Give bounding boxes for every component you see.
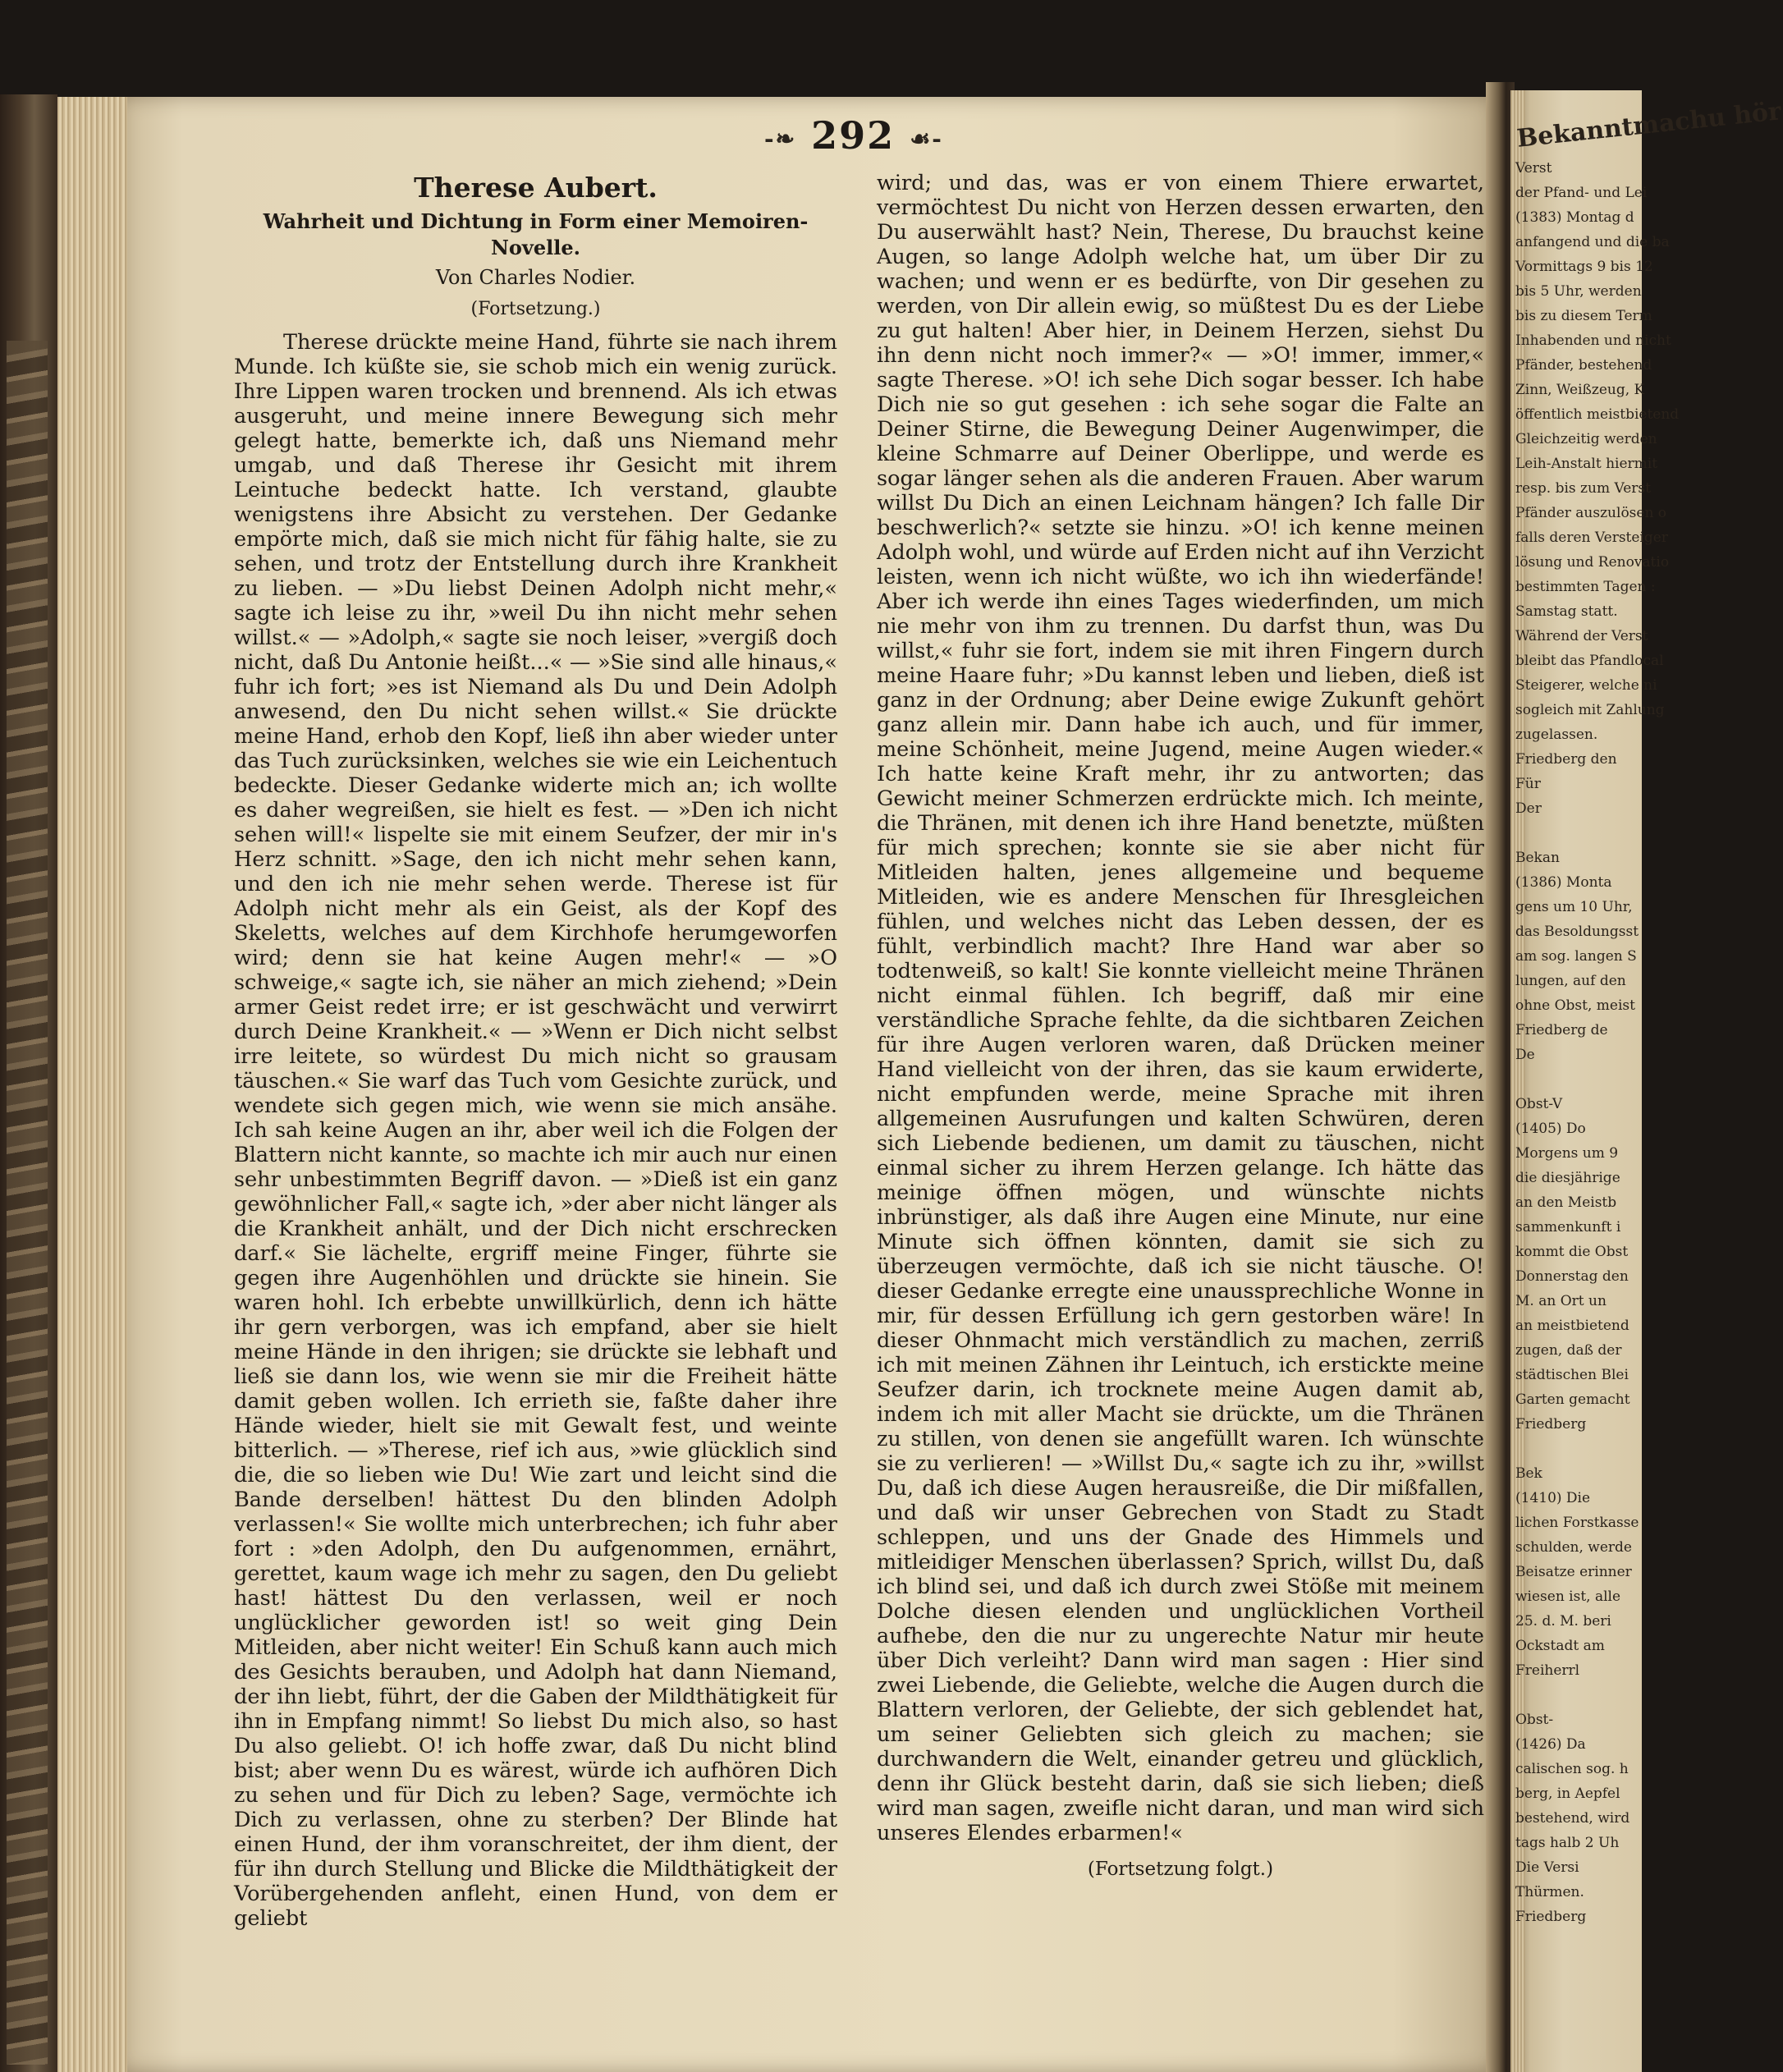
right-column (877, 171, 1484, 1882)
facing-page-line: öffentlich meistbietend (1515, 406, 1680, 423)
facing-page-line: falls deren Versteiger (1515, 529, 1668, 546)
facing-page-line: (1410) Die (1515, 1490, 1591, 1506)
article-subtitle: Wahrheit und Dichtung in Form einer Memoiren-Novelle. (263, 209, 809, 259)
facing-page-line: Verst (1515, 160, 1552, 176)
facing-page-line: Thürmen. (1515, 1884, 1584, 1900)
facing-page-text (1515, 97, 1783, 1929)
facing-page-line: sogleich mit Zahlung (1515, 702, 1665, 718)
facing-page-line: Pfänder auszulösen o (1515, 505, 1667, 521)
facing-page-line: Leih-Anstalt hiermit (1515, 456, 1658, 472)
facing-page-line: Für (1515, 776, 1541, 792)
facing-page-line: die diesjährige (1515, 1170, 1620, 1186)
facing-page-line: wiesen ist, alle (1515, 1588, 1621, 1605)
facing-page-line: Zinn, Weißzeug, K (1515, 382, 1645, 398)
continuation-note: (Fortsetzung.) (470, 299, 601, 319)
facing-page-line: tags halb 2 Uh (1515, 1835, 1620, 1851)
facing-page-line: De (1515, 1047, 1535, 1063)
left-column-text: Therese drückte meine Hand, führte sie nach ihrem Munde. Ich küßte sie, sie schob mich ein wenig zurück. Ihre Lippen waren trocken und brennend. Als ich etwas ausgeruht, und meine innere Bewegung sich mehr gelegt hatte, bemerkte ich, daß uns Niemand mehr umgab, und daß Therese ihr Gesicht mit ihrem Leintuche bedeckt hatte. Ich verstand, glaubte wenigstens ihre Absicht zu verstehen. Der Gedanke empörte mich, daß sie mich nicht für fähig halte, sie zu sehen, und trotz der Entstellung durch ihre Krankheit zu lieben. — »Du liebst Deinen Adolph nicht mehr,« sagte ich leise zu ihr, »weil Du ihn nicht mehr sehen willst.« — »Adolph,« sagte sie noch leiser, »vergiß doch nicht, daß Du Antonie heißt...« — »Sie sind alle hinaus,« fuhr ich fort; »es ist Niemand als Du und Dein Adolph anwesend, den Du nicht sehen willst.« Sie drückte meine Hand, erhob den Kopf, ließ ihn aber wieder unter das Tuch zurücksinken, welches sie wie ein Leichentuch bedeckte. Dieser Gedanke widerte mich an; ich wollte es daher wegreißen, sie hielt es fest. — »Den ich nicht sehen will!« lispelte sie mit einem Seufzer, der mir in's Herz schnitt. »Sage, den ich nicht mehr sehen kann, und den ich nie mehr sehen werde. Therese ist für Adolph nicht mehr als ein Geist, als der Kopf des Skeletts, welches auf dem Kirchhofe herumgeworfen wird; denn sie hat keine Augen mehr!« — »O schweige,« sagte ich, sie näher an mich ziehend; »Dein armer Geist redet irre; er ist geschwächt und verwirrt durch Deine Krankheit.« — »Wenn er Dich nicht selbst irre leitete, so würdest Du mich nicht so grausam täuschen.« Sie warf das Tuch vom Gesichte zurück, und wendete sich gegen mich, wie wenn sie mich ansähe. Ich sah keine Augen an ihr, aber weil ich die Folgen der Blattern nicht kannte, so machte ich mir auch nur einen sehr unbestimmten Begriff davon. — »Dieß ist ein ganz gewöhnlicher Fall,« sagte ich, »der aber nicht länger als die Krankheit anhält, und der Dich nicht erschrecken darf.« Sie lächelte, ergriff meine Finger, führte sie gegen ihre Augenhöhlen und drückte sie hinein. Sie waren hohl. Ich erbebte unwillkürlich, denn ich hätte ihr gern verborgen, was ich empfand, aber sie hielt meine Hände in den ihrigen; sie drückte sie lebhaft und ließ sie dann los, wie wenn sie mir die Freiheit hätte damit geben wollen. Ich errieth sie, faßte daher ihre Hände wieder, hielt sie mit Gewalt fest, und weinte bitterlich. — »Therese, rief ich aus, »wie glücklich sind die, die so lieben wie Du! Wie zart und leicht sind die Bande derselben! hättest Du den blinden Adolph verlassen!« Sie wollte mich unterbrechen; ich fuhr aber fort : »den Adolph, den Du aufgenommen, ernährt, gerettet, kaum wage ich mehr zu sagen, den Du geliebt hast! hättest Du den verlassen, weil er noch unglücklicher geworden ist! so weit ging Dein Mitleiden, aber nicht weiter! Ein Schuß kann auch mich des Gesichts berauben, und Adolph hat dann Niemand, der ihn liebt, führt, der die Gaben der Mildthätigkeit für ihn in Empfang nimmt! So liebst Du mich also, so hast Du also geliebt. O! ich hoffe zwar, daß Du nicht blind bist; aber wenn Du es wärest, würde ich aufhören Dich zu sehen und für Dich zu leben? Sage, vermöchte ich Dich zu verlassen, ohne zu sterben? Der Blinde hat einen Hund, der ihm voranschreitet, der ihm dient, der für ihn durch Stellung und Blicke die Mildthätigkeit der Vorübergehenden anfleht, einen Hund, von dem er geliebt (234, 330, 837, 1931)
facing-page-line (1515, 1683, 1642, 1708)
facing-page-line: am sog. langen S (1515, 948, 1637, 965)
facing-page-line: Beisatze erinner (1515, 1564, 1632, 1580)
facing-page-line: Friedberg (1515, 1909, 1587, 1925)
facing-page-line: Steigerer, welche ni (1515, 677, 1657, 694)
facing-page-line: städtischen Blei (1515, 1367, 1629, 1383)
facing-page-line: das Besoldungsst (1515, 924, 1639, 940)
facing-page-line: Ockstadt am (1515, 1638, 1605, 1654)
facing-page-line: anfangend und die ba (1515, 234, 1670, 250)
facing-page-line: (1386) Monta (1515, 874, 1612, 891)
article-title: Therese Aubert. (414, 172, 658, 204)
facing-page-line: Vormittags 9 bis 12 (1515, 259, 1653, 275)
facing-page-line (1515, 821, 1642, 846)
page-number: 292 (811, 113, 896, 158)
facing-page-line: Bek (1515, 1465, 1542, 1482)
end-note: (Fortsetzung folgt.) (1087, 1859, 1274, 1880)
facing-page-line: zugen, daß der (1515, 1342, 1622, 1359)
facing-page-line: sammenkunft i (1515, 1219, 1621, 1235)
facing-page-line: (1426) Da (1515, 1736, 1586, 1753)
facing-page-line: an den Meistb (1515, 1194, 1617, 1211)
book-cover-edge (0, 94, 57, 2072)
article-byline: Von Charles Nodier. (435, 266, 636, 289)
page-header (739, 113, 969, 163)
facing-page-line: kommt die Obst (1515, 1244, 1629, 1260)
facing-page-line: (1405) Do (1515, 1121, 1586, 1137)
facing-page-line: lungen, auf den (1515, 973, 1626, 989)
facing-page-line: Freiherrl (1515, 1662, 1580, 1679)
facing-page-line: Bekan (1515, 850, 1560, 866)
page-stack-edges (57, 97, 135, 2072)
facing-page-line: der Pfand- und Lei (1515, 185, 1648, 201)
facing-page-line: gens um 10 Uhr, (1515, 899, 1633, 915)
facing-page-line: Obst-V (1515, 1096, 1563, 1112)
facing-page-line: Inhabenden und nicht (1515, 332, 1671, 349)
facing-page-line: resp. bis zum Verst (1515, 480, 1651, 497)
facing-page-line: bleibt das Pfandlocal (1515, 653, 1664, 669)
facing-page-line: Pfänder, bestehend (1515, 357, 1652, 374)
facing-page-line: Die Versi (1515, 1859, 1579, 1876)
facing-page-line: zugelassen. (1515, 727, 1598, 743)
facing-page-line (1515, 1067, 1642, 1092)
facing-page-line: Samstag statt. (1515, 603, 1618, 620)
facing-page-line (1515, 1437, 1642, 1461)
facing-page-line: Der (1515, 800, 1542, 817)
facing-page-line: 25. d. M. beri (1515, 1613, 1611, 1630)
facing-page-line: Donnerstag den (1515, 1268, 1629, 1285)
left-column (234, 171, 837, 1931)
facing-page-line: an meistbietend (1515, 1318, 1629, 1334)
facing-page-line: Morgens um 9 (1515, 1145, 1619, 1162)
facing-page-lines (1515, 156, 1680, 1929)
facing-page-line: M. an Ort un (1515, 1293, 1607, 1309)
facing-page-line: Friedberg den (1515, 751, 1617, 768)
facing-page-line: bis 5 Uhr, werden (1515, 283, 1642, 300)
facing-page-line: Friedberg (1515, 1416, 1587, 1433)
ornament-left-icon: -❧ (764, 125, 797, 153)
facing-page-line: bis zu diesem Term (1515, 308, 1652, 324)
facing-page-line: Obst- (1515, 1712, 1554, 1728)
facing-page-line: bestimmten Tagen : (1515, 579, 1656, 595)
facing-page-line: Gleichzeitig werden (1515, 431, 1657, 447)
facing-page-line: ohne Obst, meist (1515, 997, 1635, 1014)
facing-page-line: lichen Forstkasse (1515, 1515, 1639, 1531)
facing-page-line: Während der Verst (1515, 628, 1648, 644)
facing-page-line: schulden, werde (1515, 1539, 1632, 1556)
facing-page-line: Friedberg de (1515, 1022, 1608, 1038)
ornament-right-icon: ☙- (910, 125, 943, 153)
facing-page-line: bestehend, wird (1515, 1810, 1630, 1827)
marbled-edge (7, 341, 48, 2065)
facing-page-line: Garten gemacht (1515, 1391, 1630, 1408)
facing-page-line: berg, in Aepfel (1515, 1785, 1620, 1802)
facing-page-line: lösung und Renovatio (1515, 554, 1670, 571)
right-column-text: wird; und das, was er von einem Thiere erwartet, vermöchtest Du nicht von Herzen dessen erwarten, den Du auserwählt hast? Nein, Therese, Du brauchst keine Augen, so lange Adolph welche hat, um über Dir zu wachen; und wenn er es bedürfte, von Dir gesehen zu werden, von Dir allein ewig, so müßtest Du es der Liebe zu gut halten! Aber hier, in Deinem Herzen, siehst Du ihn denn nicht noch immer?« — »O! immer, immer,« sagte Therese. »O! ich sehe Dich sogar besser. Ich habe Dich nie so gut gesehen : ich sehe sogar die Falte an Deiner Stirne, die Bewegung Deiner Augenwimper, die kleine Schmarre auf Deiner Oberlippe, und werde es sogar länger sehen als die anderen Frauen. Aber warum willst Du Dich an einen Leichnam hängen? Ich falle Dir beschwerlich?« setzte sie hinzu. »O! ich kenne meinen Adolph wohl, und würde auf Erden nicht auf ihn Verzicht leisten, wenn ich nicht wüßte, wo ich ihn wiederfände! Aber ich werde ihn eines Tages wiederfinden, um mich nie mehr von ihm zu trennen. Du darfst thun, was Du willst,« fuhr sie fort, indem sie mit ihren Fingern durch meine Haare fuhr; »Du kannst leben und lieben, dieß ist ganz in der Ordnung; aber Deine ewige Zukunft gehört ganz allein mir. Dann habe ich auch, und für immer, meine Schönheit, meine Jugend, meine Augen wieder.« Ich hatte keine Kraft mehr, ihr zu antworten; das Gewicht meiner Schmerzen erdrückte mich. Ich meinte, die Thränen, mit denen ich ihre Hand benetzte, müßten für mich sprechen; konnte sie sie aber nicht für Mitleiden halten, jenes allgemeine und bequeme Mitleiden, wie es andere Menschen für Ihresgleichen fühlen, und welches nicht das Leben dessen, der es fühlt, verbindlich macht? Ihre Hand war aber so todtenweiß, so kalt! Sie konnte vielleicht meine Thränen nicht einmal fühlen. Ich begriff, daß mir eine verständliche Sprache fehlte, da die sichtbaren Zeichen für ihre Augen verloren waren, daß Drücken meiner Hand vielleicht von der ihren, das sie kaum erwiderte, nicht empfunden werde, meine Sprache mit ihren allgemeinen Ausrufungen und kalten Schwüren, deren sich Liebende bedienen, um damit zu täuschen, nicht einmal sicher zu ihrem Herzen gelange. Ich hätte das meinige öffnen mögen, und wünschte nichts inbrünstiger, als daß ihre Augen eine Minute, nur eine Minute sich öffnen könnten, damit sie sich zu überzeugen vermöchte, daß ich sie nicht täusche. O! dieser Gedanke erregte eine unaussprechliche Wonne in mir, für dessen Erfüllung ich gern gestorben wäre! In dieser Ohnmacht mich verständlich zu machen, zerriß ich mit meinen Zähnen ihr Leintuch, ich erstickte meine Seufzer darin, ich trocknete meine Augen damit ab, indem ich mit aller Macht sie drückte, um die Thränen zu stillen, von denen sie angefüllt waren. Ich wünschte sie zu verlieren! — »Willst Du,« sagte ich zu ihr, »willst Du, daß ich diese Augen herausreiße, die Dir mißfallen, und daß wir unser Gebrechen von Stadt zu Stadt schleppen, und uns der Gnade des Himmels und mitleidiger Menschen überlassen? Sprich, willst Du, daß ich blind sei, und daß ich durch zwei Stöße mit meinem Dolche diesen elenden und unglücklichen Vortheil aufhebe, den die nur zu ungerechte Natur mir heute über Dich verleiht? Dann wird man sagen : Hier sind zwei Liebende, die Geliebte, welche die Augen durch die Blattern verloren, der Geliebte, der sich geblendet hat, um seiner Geliebten sich gleich zu machen; sie durchwandern die Welt, einander getreu und glücklich, denn ihr Glück besteht darin, daß sie sich lieben; dieß wird man sagen, zweifle nicht daran, und man wird sich unseres Elendes erbarmen!« (877, 171, 1484, 1845)
facing-page-line: (1383) Montag d (1515, 209, 1634, 226)
facing-page-line: calischen sog. h (1515, 1761, 1629, 1777)
facing-page-heading: Bekanntmachu hör (1515, 97, 1783, 154)
